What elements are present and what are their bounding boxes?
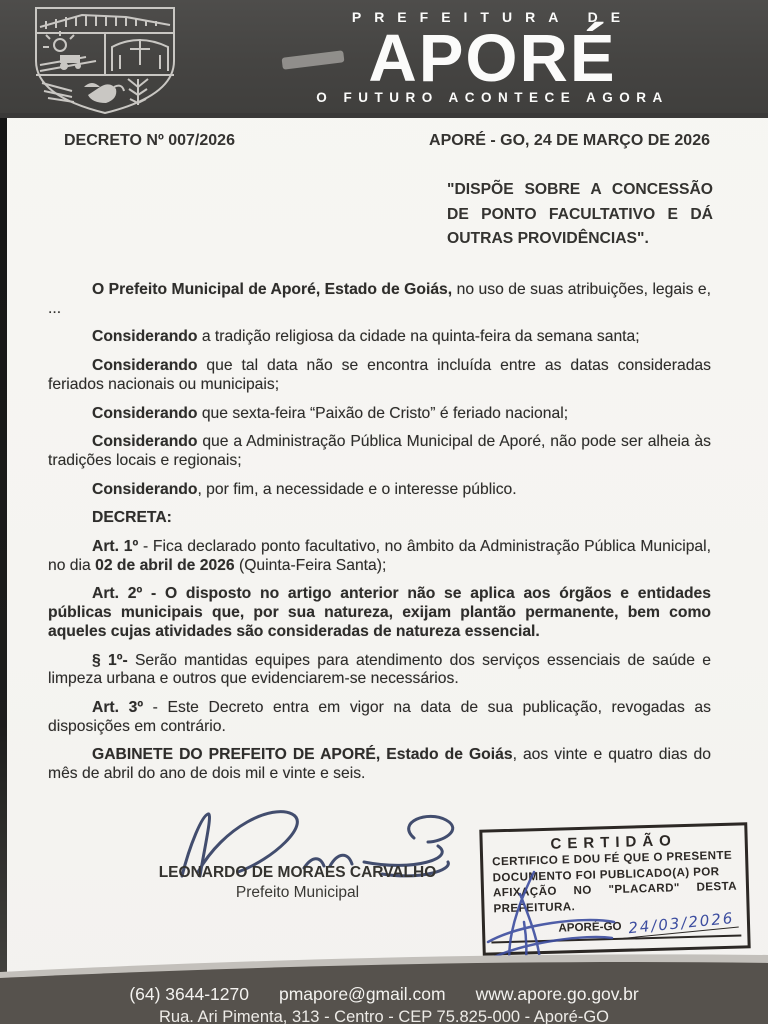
decree-paragraph-decreta: DECRETA: — [92, 509, 172, 527]
decree-paragraph-considerando-4: Considerando que a Administração Pública Municipal de Aporé, não pode ser alheia às tradições locais e regionais; — [48, 433, 711, 469]
certification-stamp — [479, 822, 750, 955]
stamp-text-line2: DOCUMENTO FOI PUBLICADO(A) POR — [492, 864, 720, 884]
decree-paragraph-considerando-3: Considerando que sexta-feira “Paixão de Cristo” é feriado nacional; — [92, 404, 569, 422]
decree-subject: "DISPÕE SOBRE A CONCESSÃO DE PONTO FACULTATIVO E DÁ OUTRAS PROVIDÊNCIAS". — [447, 181, 713, 248]
letterhead-banner — [0, 0, 768, 118]
footer-address: Rua. Ari Pimenta, 313 - Centro - CEP 75.825-000 - Aporé-GO — [158, 1008, 609, 1024]
signature-block — [105, 864, 490, 902]
decree-paragraph-gabinete: GABINETE DO PREFEITO DE APORÉ, Estado de Goiás, aos vinte e quatro dias do mês de abril do ano de dois mil e vinte e seis. — [48, 746, 711, 783]
signer-name: LEONARDO DE MORAES CARVALHO — [158, 864, 437, 881]
stamp-text-line3: AFIXAÇÃO NO "PLACARD" DESTA PREFEITURA. — [492, 879, 738, 915]
decree-paragraph-considerando-1: Considerando a tradição religiosa da cidade na quinta-feira da semana santa; — [92, 328, 640, 346]
letterhead-footer — [0, 952, 768, 1024]
decree-paragraph-preamble: O Prefeito Municipal de Aporé, Estado de Goiás, no uso de suas atribuições, legais e, ... — [48, 281, 711, 317]
scan-edge-artifact — [0, 118, 7, 986]
footer-website: www.apore.go.gov.br — [475, 984, 639, 1004]
decree-heading-row — [0, 132, 768, 150]
letterhead-wordmark — [240, 0, 745, 105]
footer-email: pmapore@gmail.com — [278, 984, 446, 1004]
decree-number: DECRETO Nº 007/2026 — [64, 132, 235, 149]
stamp-title: CERTIDÃO — [550, 832, 678, 853]
stamp-text-line1: CERTIFICO E DOU FÉ QUE O PRESENTE — [492, 848, 733, 869]
stamp-handwritten-date: 24/03/2026 — [621, 909, 739, 939]
decree-body — [48, 281, 711, 794]
decree-place-date: APORÉ - GO, 24 DE MARÇO DE 2026 — [429, 132, 710, 149]
stamp-place-label: APORÉ-GO — [558, 919, 622, 935]
decree-paragraph-art3: Art. 3º - Este Decreto entra em vigor na data de sua publicação, revogadas as disposições em contrário. — [48, 698, 711, 735]
decree-paragraph-considerando-5: Considerando, por fim, a necessidade e o interesse público. — [92, 480, 517, 498]
letterhead-tagline: O FUTURO ACONTECE AGORA — [316, 90, 669, 105]
decree-paragraph-art1: Art. 1º - Fica declarado ponto facultativo, no âmbito da Administração Pública Municipal, no dia 02 de abril de 2026 (Quinta-Feira Santa); — [48, 538, 711, 574]
coat-of-arms-icon — [26, 3, 184, 117]
stamp-signature-line — [491, 934, 741, 943]
signer-title: Prefeito Municipal — [235, 884, 360, 901]
decree-paragraph-considerando-2: Considerando que tal data não se encontra incluída entre as datas consideradas feriados nacionais ou municipais; — [48, 357, 711, 393]
footer-phone: (64) 3644-1270 — [129, 984, 249, 1004]
decree-paragraph-art2: Art. 2º - O disposto no artigo anterior não se aplica aos órgãos e entidades públicas municipais que, por sua natureza, exijam plantão permanente, bem como aqueles cujas atividades são consideradas de natureza essencial. — [48, 585, 711, 640]
footer-contact-row — [0, 984, 768, 1005]
decree-paragraph-par1: § 1º- Serão mantidas equipes para atendimento dos serviços essenciais de saúde e limpeza urbana e outros que evidenciarem-se necessários. — [48, 651, 711, 688]
letterhead-title: APORÉ — [368, 21, 617, 96]
letterhead-pretitle: PREFEITURA DE — [351, 9, 634, 25]
